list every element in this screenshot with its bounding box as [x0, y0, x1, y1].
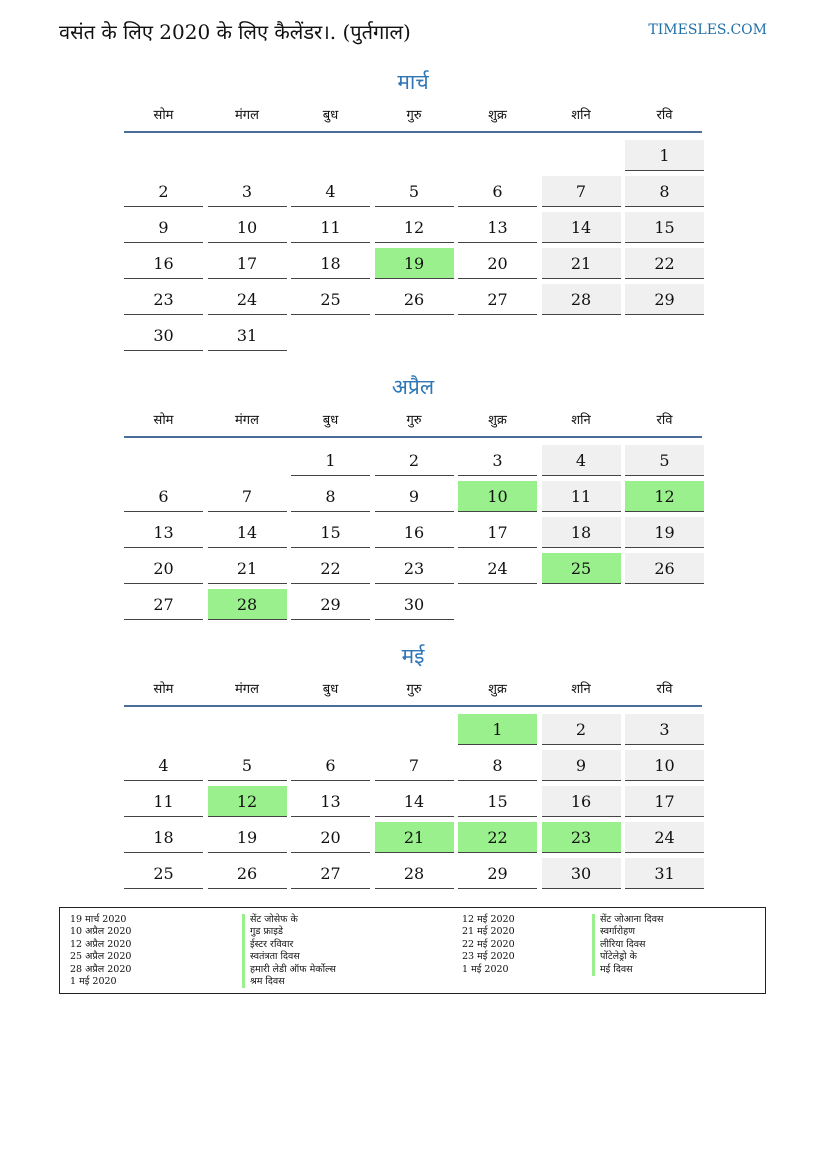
legend-date: 19 मार्च 2020 [70, 914, 127, 925]
day-cell: 4 [291, 176, 370, 207]
day-cell: 1 [625, 140, 704, 171]
day-cell: 7 [375, 750, 454, 781]
legend-dates-right [462, 914, 515, 976]
day-cell: 23 [542, 822, 621, 853]
day-cell: 21 [208, 553, 287, 584]
day-cell: 5 [625, 445, 704, 476]
weekday-label: सोम [153, 682, 174, 697]
day-cell: 7 [208, 481, 287, 512]
day-cell: 12 [375, 212, 454, 243]
day-cell: 21 [542, 248, 621, 279]
day-cell: 20 [291, 822, 370, 853]
day-cell: 3 [208, 176, 287, 207]
day-cell: 10 [458, 481, 537, 512]
day-cell: 27 [124, 589, 203, 620]
day-cell: 15 [625, 212, 704, 243]
day-cell: 28 [375, 858, 454, 889]
weekday-label: सोम [153, 413, 174, 428]
day-cell: 17 [208, 248, 287, 279]
day-cell: 8 [458, 750, 537, 781]
legend-holiday-name: स्वर्गारोहण [592, 926, 663, 938]
day-cell: 12 [208, 786, 287, 817]
legend-date: 12 मई 2020 [462, 914, 515, 925]
day-cell: 1 [291, 445, 370, 476]
weekday-label: शुक्र [488, 682, 507, 697]
legend-date: 25 अप्रैल 2020 [70, 951, 132, 963]
day-cell: 25 [542, 553, 621, 584]
day-cell: 2 [375, 445, 454, 476]
empty-cell [208, 140, 287, 170]
legend-date: 23 मई 2020 [462, 951, 515, 963]
day-cell: 4 [542, 445, 621, 476]
day-cell: 8 [625, 176, 704, 207]
legend-holiday-name: सेंट जोसेफ के [242, 914, 336, 926]
month-title: मार्च [397, 70, 429, 94]
legend-holiday-name: ईस्टर रविवार [242, 939, 336, 951]
day-cell: 5 [208, 750, 287, 781]
legend-date: 22 मई 2020 [462, 938, 515, 950]
day-cell: 15 [458, 786, 537, 817]
weekday-label: मंगल [235, 682, 259, 697]
day-cell: 5 [375, 176, 454, 207]
day-cell: 25 [124, 858, 203, 889]
weekday-label: रवि [656, 682, 673, 697]
day-cell: 27 [458, 284, 537, 315]
legend-date: 1 मई 2020 [70, 976, 117, 988]
empty-cell [291, 714, 370, 744]
month-title: मई [401, 644, 425, 668]
weekday-header [124, 410, 702, 438]
day-cell: 26 [625, 553, 704, 584]
legend-dates-left [70, 914, 131, 988]
day-cell: 30 [542, 858, 621, 889]
day-cell: 18 [542, 517, 621, 548]
weekday-label: मंगल [235, 108, 259, 123]
day-cell: 24 [208, 284, 287, 315]
day-cell: 21 [375, 822, 454, 853]
weekday-label: रवि [656, 413, 673, 428]
legend-holiday-name: गुड फ्राइडे [242, 926, 336, 938]
legend-names-right [592, 914, 663, 976]
legend-holiday-name: सेंट जोआना दिवस [592, 914, 663, 926]
month-title: अप्रैल [391, 375, 435, 399]
weekday-label: बुध [322, 413, 339, 428]
day-cell: 11 [542, 481, 621, 512]
day-cell: 14 [542, 212, 621, 243]
day-cell: 3 [458, 445, 537, 476]
legend-holiday-name: श्रम दिवस [242, 976, 336, 988]
day-grid [124, 711, 702, 891]
day-cell: 29 [625, 284, 704, 315]
day-cell: 19 [375, 248, 454, 279]
day-cell: 30 [124, 320, 203, 351]
weekday-label: शनि [571, 413, 591, 428]
day-cell: 22 [458, 822, 537, 853]
day-cell: 13 [291, 786, 370, 817]
day-cell: 19 [208, 822, 287, 853]
day-cell: 7 [542, 176, 621, 207]
day-cell: 9 [542, 750, 621, 781]
month-april [124, 372, 702, 622]
day-cell: 23 [124, 284, 203, 315]
day-cell: 20 [458, 248, 537, 279]
day-cell: 6 [458, 176, 537, 207]
day-cell: 18 [124, 822, 203, 853]
day-cell: 13 [124, 517, 203, 548]
empty-cell [208, 714, 287, 744]
empty-cell [291, 140, 370, 170]
day-cell: 10 [625, 750, 704, 781]
day-grid [124, 137, 702, 353]
weekday-label: सोम [153, 108, 174, 123]
empty-cell [542, 140, 621, 170]
weekday-header [124, 679, 702, 707]
day-cell: 22 [291, 553, 370, 584]
day-cell: 18 [291, 248, 370, 279]
day-cell: 27 [291, 858, 370, 889]
day-cell: 2 [542, 714, 621, 745]
weekday-label: शुक्र [488, 108, 507, 123]
day-cell: 16 [375, 517, 454, 548]
legend-holiday-name: स्वतंत्रता दिवस [242, 951, 336, 963]
day-cell: 28 [208, 589, 287, 620]
day-cell: 24 [625, 822, 704, 853]
legend-date: 12 अप्रैल 2020 [70, 938, 132, 950]
day-cell: 11 [124, 786, 203, 817]
day-cell: 9 [124, 212, 203, 243]
day-cell: 16 [124, 248, 203, 279]
day-cell: 23 [375, 553, 454, 584]
site-link[interactable]: TIMESLES.COM [648, 22, 767, 38]
empty-cell [458, 140, 537, 170]
empty-cell [124, 714, 203, 744]
empty-cell [375, 140, 454, 170]
empty-cell [208, 445, 287, 475]
legend-holiday-name: पोंटेलेड्रो के [592, 951, 663, 963]
weekday-label: बुध [322, 108, 339, 123]
day-cell: 31 [625, 858, 704, 889]
month-may [124, 641, 702, 891]
weekday-label: गुरु [406, 108, 422, 123]
day-cell: 24 [458, 553, 537, 584]
legend-holiday-name: हमारी लेडी ऑफ मेर्कोल्स [242, 964, 336, 976]
empty-cell [124, 445, 203, 475]
day-cell: 4 [124, 750, 203, 781]
day-cell: 25 [291, 284, 370, 315]
holiday-legend [59, 907, 766, 994]
weekday-label: शनि [571, 682, 591, 697]
legend-date: 28 अप्रैल 2020 [70, 963, 132, 975]
legend-date: 1 मई 2020 [462, 963, 509, 975]
weekday-label: शुक्र [488, 413, 507, 428]
weekday-label: शनि [571, 108, 591, 123]
weekday-label: गुरु [406, 413, 422, 428]
page-title: वसंत के लिए 2020 के लिए कैलेंडर।. (पुर्तगाल) [59, 20, 411, 44]
day-cell: 6 [124, 481, 203, 512]
weekday-label: गुरु [406, 682, 422, 697]
day-cell: 6 [291, 750, 370, 781]
weekday-label: मंगल [235, 413, 259, 428]
day-cell: 19 [625, 517, 704, 548]
day-cell: 11 [291, 212, 370, 243]
day-cell: 30 [375, 589, 454, 620]
legend-date: 21 मई 2020 [462, 926, 515, 938]
legend-holiday-name: लीरिया दिवस [592, 939, 663, 951]
weekday-label: रवि [656, 108, 673, 123]
day-cell: 26 [208, 858, 287, 889]
day-cell: 2 [124, 176, 203, 207]
day-cell: 16 [542, 786, 621, 817]
day-cell: 12 [625, 481, 704, 512]
day-cell: 15 [291, 517, 370, 548]
day-cell: 28 [542, 284, 621, 315]
day-cell: 29 [291, 589, 370, 620]
day-cell: 14 [208, 517, 287, 548]
day-cell: 1 [458, 714, 537, 745]
day-cell: 3 [625, 714, 704, 745]
day-grid [124, 442, 702, 622]
legend-date: 10 अप्रैल 2020 [70, 926, 132, 938]
legend-holiday-name: मई दिवस [592, 964, 663, 976]
day-cell: 22 [625, 248, 704, 279]
weekday-label: बुध [322, 682, 339, 697]
legend-names-left [242, 914, 336, 988]
month-march [124, 67, 702, 353]
day-cell: 29 [458, 858, 537, 889]
day-cell: 14 [375, 786, 454, 817]
day-cell: 13 [458, 212, 537, 243]
empty-cell [375, 714, 454, 744]
day-cell: 17 [625, 786, 704, 817]
day-cell: 8 [291, 481, 370, 512]
day-cell: 31 [208, 320, 287, 351]
empty-cell [124, 140, 203, 170]
weekday-header [124, 105, 702, 133]
day-cell: 26 [375, 284, 454, 315]
day-cell: 9 [375, 481, 454, 512]
day-cell: 10 [208, 212, 287, 243]
day-cell: 17 [458, 517, 537, 548]
day-cell: 20 [124, 553, 203, 584]
